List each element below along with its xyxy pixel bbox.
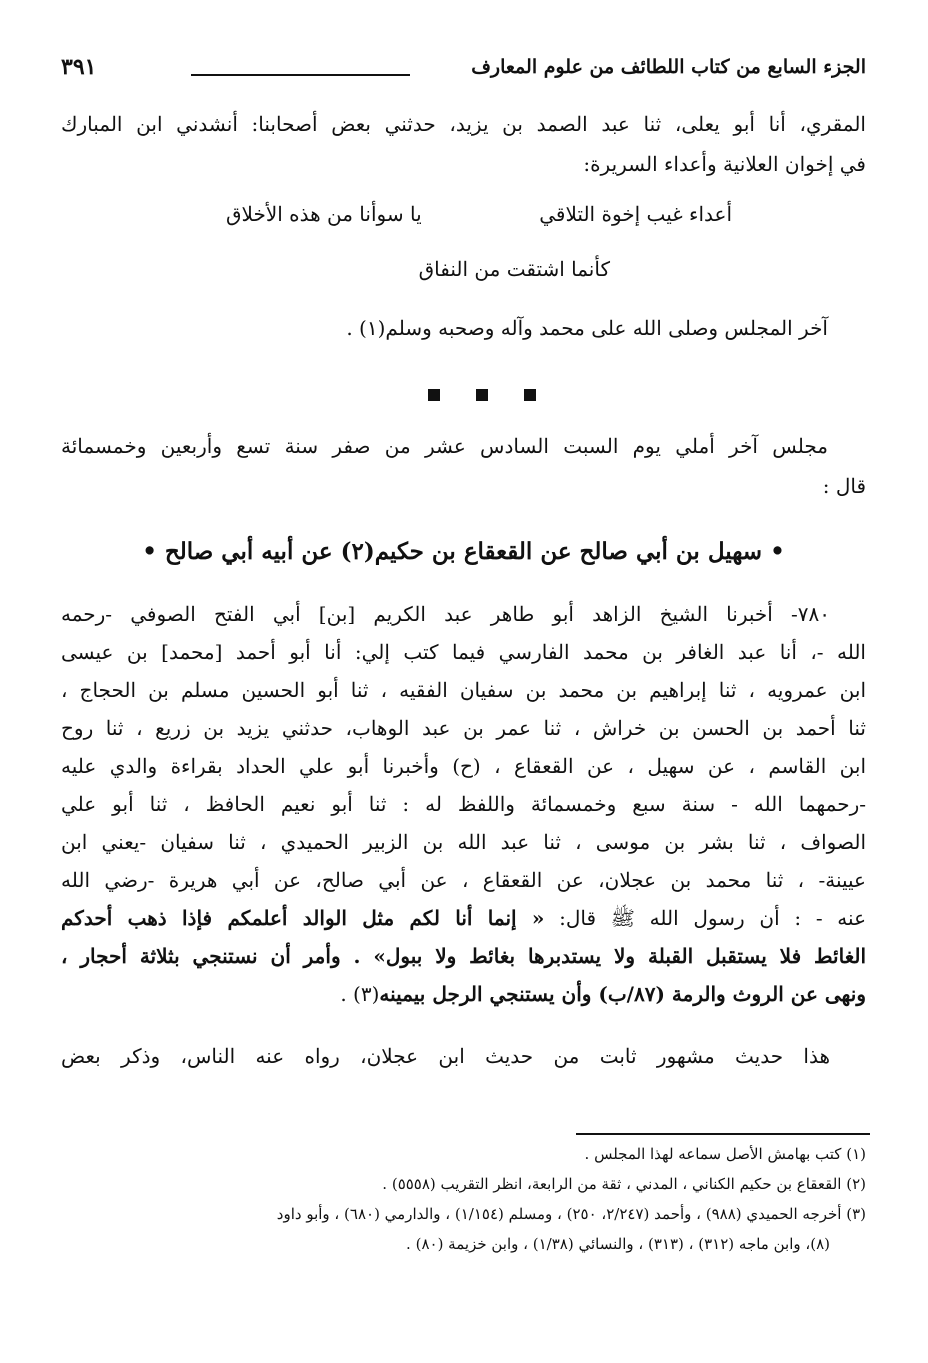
hadith-line (61, 902, 866, 934)
running-header (61, 56, 866, 90)
poem-hemistich: أعداء غيب إخوة التلاقي (539, 202, 732, 226)
footnote: (٨)، وابن ماجه (٣١٢) ، (٣١٣) ، والنسائي (١/٣٨) ، وابن خزيمة (٨٠) . (406, 1235, 830, 1253)
hadith-line: ثنا أحمد بن الحسن بن خراش ، ثنا عمر بن عبد الوهاب، حدثني يزيد بن زريع ، ثنا روح (61, 716, 866, 740)
hadith-line: الله -، أنا عبد الغافر بن محمد الفارسي فيما كتب إلي: أنا أبو أحمد [محمد] بن عيسى (61, 640, 866, 664)
session-line: قال : (822, 474, 866, 498)
page-number: ٣٩١ (61, 54, 97, 80)
section-heading: • سهيل بن أبي صالح عن القعقاع بن حكيم(٢) عن أبيه أبي صالح • (142, 538, 785, 565)
hadith-text: عنه - : أن رسول الله ﷺ قال: (544, 906, 866, 930)
hadith-line: عيينة- ، ثنا محمد بن عجلان، عن القعقاع ، عن أبي صالح، عن أبي هريرة -رضي الله (61, 868, 866, 892)
hadith-quote: « إنما أنا لكم مثل الوالد أعلمكم فإذا ذهب أحدكم (61, 906, 545, 930)
footnote-rule (576, 1133, 870, 1135)
hadith-quote: ونهى عن الروث والرمة (٨٧/ب) وأن يستنجي الرجل بيمينه (379, 982, 866, 1006)
closing-line: آخر المجلس وصلى الله على محمد وآله وصحبه وسلم(١) . (346, 316, 828, 340)
paragraph-line: المقري، أنا أبو يعلى، ثنا عبد الصمد بن يزيد، حدثني بعض أصحابنا: أنشدني ابن المبارك (61, 112, 866, 136)
hadith-line (61, 978, 866, 1010)
footnote-ref: (٣) . (340, 982, 380, 1006)
hadith-line: -رحمهما الله - سنة سبع وخمسمائة واللفظ له : ثنا أبو نعيم الحافظ ، ثنا أبو علي (61, 792, 866, 816)
hadith-line: الغائط فلا يستقبل القبلة ولا يستدبرها بغائط ولا ببول» . وأمر أن نستنجي بثلاثة أحجار ، (61, 944, 866, 968)
hadith-line: ٧٨٠- أخبرنا الشيخ الزاهد أبو طاهر عبد الكريم [بن] أبي الفتح الصوفي -رحمه (61, 602, 830, 626)
session-line: مجلس آخر أملي يوم السبت السادس عشر من صفر سنة تسع وأربعين وخمسمائة (61, 434, 828, 458)
hadith-line: الصواف ، ثنا بشر بن موسى ، ثنا عبد الله بن الزبير الحميدي ، ثنا سفيان -يعني ابن (61, 830, 866, 854)
footnote: (١) كتب بهامش الأصل سماعه لهذا المجلس . (584, 1145, 866, 1163)
hadith-line: ابن عمرويه ، ثنا إبراهيم بن محمد بن سفيان الفقيه ، ثنا أبو الحسين مسلم بن الحجاج ، (61, 678, 866, 702)
poem-hemistich: يا سوأنا من هذه الأخلاق (226, 202, 422, 226)
footnote: (٢) القعقاع بن حكيم الكناني ، المدني ، ثقة من الرابعة، انظر التقريب (٥٥٥٨) . (382, 1175, 866, 1193)
hadith-line: ابن القاسم ، عن سهيل ، عن القعقاع ، (ح) وأخبرنا أبو علي الحداد بقراءة والدي عليه (61, 754, 866, 778)
header-rule (191, 74, 410, 76)
paragraph-line: في إخوان العلانية وأعداء السريرة: (583, 152, 866, 176)
header-title: الجزء السابع من كتاب اللطائف من علوم المعارف (471, 56, 866, 78)
footnote: (٣) أخرجه الحميدي (٩٨٨) ، وأحمد (٢/٢٤٧، ٢٥٠) ، ومسلم (١/١٥٤) ، والدارمي (٦٨٠) ، وأبو داود (276, 1205, 866, 1223)
paragraph-line: هذا حديث مشهور ثابت من حديث ابن عجلان، رواه عنه الناس، وذكر بعض (61, 1044, 830, 1068)
poem-hemistich: كأنما اشتقت من النفاق (418, 257, 610, 281)
section-separator (428, 389, 538, 403)
